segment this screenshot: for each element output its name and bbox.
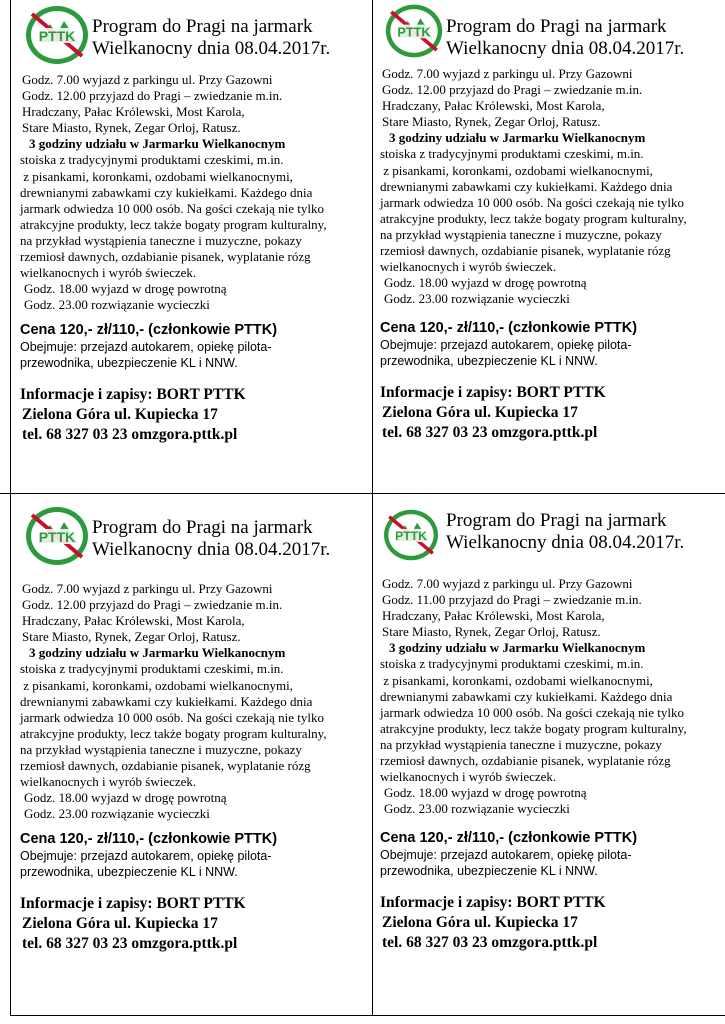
info-line-3: tel. 68 327 03 23 omzgora.pttk.pl [22, 935, 238, 953]
pttk-logo-icon [382, 508, 440, 562]
description-line: na przykład wystąpienia taneczne i muzyczne, pokazy [20, 232, 302, 248]
market-heading: 3 godziny udziału w Jarmarku Wielkanocnym [389, 640, 646, 656]
schedule-lines [20, 72, 372, 136]
description-line: z pisankami, koronkami, ozdobami wielkanocnymi, [20, 168, 293, 184]
price-line: Cena 120,- zł/110,- (członkowie PTTK) [380, 320, 638, 337]
flyer-3 [20, 505, 372, 954]
description-line: jarmark odwiedza 10 000 osób. Na gości czekają nie tylko [380, 194, 684, 210]
flyer-header [380, 508, 725, 576]
info-line-2: Zielona Góra ul. Kupiecka 17 [22, 406, 218, 424]
description-line: jarmark odwiedza 10 000 osób. Na gości czekają nie tylko [20, 200, 324, 216]
schedule-lines [20, 581, 372, 645]
pttk-logo-icon [24, 4, 90, 66]
description-line: wielkanocnych i wyrób świeczek. [20, 265, 197, 281]
schedule-lines [380, 576, 725, 640]
description-line: atrakcyjne produkty, lecz także bogaty program kulturalny, [380, 720, 687, 736]
end-time: Godz. 23.00 rozwiązanie wycieczki [384, 291, 570, 307]
description-line: atrakcyjne produkty, lecz także bogaty program kulturalny, [380, 210, 687, 226]
description-line: jarmark odwiedza 10 000 osób. Na gości czekają nie tylko [20, 709, 324, 725]
includes-line-1: Obejmuje: przejazd autokarem, opiekę pilota- [20, 340, 272, 355]
title-line-2: Wielkanocny dnia 08.04.2017r. [446, 532, 685, 553]
program-body [380, 576, 725, 817]
schedule-line: Godz. 7.00 wyjazd z parkingu ul. Przy Gazowni [382, 66, 633, 81]
contact-info [380, 893, 725, 953]
contact-info [20, 894, 372, 954]
flyer-title [92, 16, 330, 60]
vertical-divider [372, 0, 373, 1016]
description-line: na przykład wystąpienia taneczne i muzyczne, pokazy [380, 226, 662, 242]
description-line: atrakcyjne produkty, lecz także bogaty program kulturalny, [20, 725, 327, 741]
flyer-1 [20, 4, 372, 445]
pttk-logo-icon [384, 2, 444, 60]
description-line: wielkanocnych i wyrób świeczek. [20, 774, 197, 790]
title-line-2: Wielkanocny dnia 08.04.2017r. [92, 539, 331, 560]
logo-text: PTTK [395, 529, 427, 544]
description-line: wielkanocnych i wyrób świeczek. [380, 259, 557, 275]
return-time: Godz. 18.00 wyjazd w drogę powrotną [24, 790, 227, 806]
description-line: rzemiosł dawnych, ozdabianie pisanek, wyplatanie rózg [380, 243, 671, 259]
schedule-line: Stare Miasto, Rynek, Zegar Orloj, Ratusz. [382, 624, 601, 640]
description-line: na przykład wystąpienia taneczne i muzyczne, pokazy [20, 741, 302, 757]
description-line: atrakcyjne produkty, lecz także bogaty program kulturalny, [20, 216, 327, 232]
logo-text: PTTK [38, 28, 76, 44]
description-line: stoiska z tradycyjnymi produktami czeskimi, m.in. [380, 146, 644, 162]
flyer-title [446, 510, 684, 554]
market-heading: 3 godziny udziału w Jarmarku Wielkanocnym [29, 136, 286, 152]
description-line: jarmark odwiedza 10 000 osób. Na gości czekają nie tylko [380, 704, 684, 720]
schedule-line: Hradczany, Pałac Królewski, Most Karola, [22, 613, 245, 629]
market-description [380, 656, 725, 785]
bottom-border [10, 1015, 725, 1016]
title-line-1: Program do Pragi na jarmark [446, 16, 667, 37]
market-heading: 3 godziny udziału w Jarmarku Wielkanocnym [389, 130, 646, 146]
schedule-line: Godz. 7.00 wyjazd z parkingu ul. Przy Gazowni [22, 72, 273, 87]
description-line: z pisankami, koronkami, ozdobami wielkanocnymi, [20, 677, 293, 693]
end-time: Godz. 23.00 rozwiązanie wycieczki [384, 801, 570, 817]
program-body [20, 72, 372, 313]
schedule-line: Stare Miasto, Rynek, Zegar Orloj, Ratusz. [22, 629, 241, 645]
info-line-2: Zielona Góra ul. Kupiecka 17 [382, 914, 578, 932]
title-line-2: Wielkanocny dnia 08.04.2017r. [92, 38, 331, 59]
description-line: stoiska z tradycyjnymi produktami czeskimi, m.in. [380, 656, 644, 672]
info-line-1: Informacje i zapisy: BORT PTTK [380, 894, 606, 912]
description-line: z pisankami, koronkami, ozdobami wielkanocnymi, [380, 162, 653, 178]
description-line: stoiska z tradycyjnymi produktami czeskimi, m.in. [20, 152, 284, 168]
market-description [20, 152, 372, 281]
description-line: drewnianymi zabawkami czy kukiełkami. Każdego dnia [380, 688, 673, 704]
return-time: Godz. 18.00 wyjazd w drogę powrotną [24, 281, 227, 297]
schedule-line: Hradczany, Pałac Królewski, Most Karola, [382, 608, 605, 624]
flyer-4 [380, 508, 725, 953]
return-time: Godz. 18.00 wyjazd w drogę powrotną [384, 275, 587, 291]
description-line: rzemiosł dawnych, ozdabianie pisanek, wyplatanie rózg [20, 249, 311, 265]
program-body [380, 66, 725, 307]
includes-line-2: przewodnika, ubezpieczenie KL i NNW. [20, 356, 238, 371]
schedule-line: Godz. 7.00 wyjazd z parkingu ul. Przy Gazowni [382, 576, 633, 591]
program-body [20, 581, 372, 822]
market-description [380, 146, 725, 275]
flyer-2 [380, 2, 725, 443]
schedule-line: Godz. 11.00 przyjazd do Pragi – zwiedzanie m.in. [382, 592, 642, 608]
end-time: Godz. 23.00 rozwiązanie wycieczki [24, 806, 210, 822]
info-line-3: tel. 68 327 03 23 omzgora.pttk.pl [22, 426, 238, 444]
info-line-2: Zielona Góra ul. Kupiecka 17 [382, 404, 578, 422]
info-line-2: Zielona Góra ul. Kupiecka 17 [22, 915, 218, 933]
title-line-1: Program do Pragi na jarmark [92, 517, 313, 538]
contact-info [380, 383, 725, 443]
description-line: drewnianymi zabawkami czy kukiełkami. Każdego dnia [380, 178, 673, 194]
description-line: z pisankami, koronkami, ozdobami wielkanocnymi, [380, 672, 653, 688]
description-line: wielkanocnych i wyrób świeczek. [380, 769, 557, 785]
horizontal-divider [0, 493, 725, 494]
includes-line-1: Obejmuje: przejazd autokarem, opiekę pilota- [20, 849, 272, 864]
schedule-line: Godz. 7.00 wyjazd z parkingu ul. Przy Gazowni [22, 581, 273, 596]
title-line-1: Program do Pragi na jarmark [446, 510, 667, 531]
info-line-1: Informacje i zapisy: BORT PTTK [380, 384, 606, 402]
schedule-line: Stare Miasto, Rynek, Zegar Orloj, Ratusz. [382, 114, 601, 130]
flyer-header [20, 4, 372, 72]
info-line-1: Informacje i zapisy: BORT PTTK [20, 386, 246, 404]
includes-line-2: przewodnika, ubezpieczenie KL i NNW. [380, 864, 598, 879]
flyer-header [380, 2, 725, 66]
logo-text: PTTK [38, 529, 76, 545]
schedule-line: Stare Miasto, Rynek, Zegar Orloj, Ratusz. [22, 120, 241, 136]
price-line: Cena 120,- zł/110,- (członkowie PTTK) [20, 831, 278, 848]
market-description [20, 661, 372, 790]
title-line-1: Program do Pragi na jarmark [92, 16, 313, 37]
schedule-line: Hradczany, Pałac Królewski, Most Karola, [22, 104, 245, 120]
return-time: Godz. 18.00 wyjazd w drogę powrotną [384, 785, 587, 801]
description-line: drewnianymi zabawkami czy kukiełkami. Każdego dnia [20, 693, 313, 709]
includes-line-2: przewodnika, ubezpieczenie KL i NNW. [380, 354, 598, 369]
includes-line-2: przewodnika, ubezpieczenie KL i NNW. [20, 865, 238, 880]
pttk-logo-icon [24, 505, 90, 567]
price-line: Cena 120,- zł/110,- (członkowie PTTK) [380, 830, 638, 847]
flyer-header [20, 505, 372, 573]
info-line-3: tel. 68 327 03 23 omzgora.pttk.pl [382, 934, 598, 952]
description-line: rzemiosł dawnych, ozdabianie pisanek, wyplatanie rózg [20, 758, 311, 774]
description-line: stoiska z tradycyjnymi produktami czeskimi, m.in. [20, 661, 284, 677]
schedule-line: Hradczany, Pałac Królewski, Most Karola, [382, 98, 605, 114]
left-border [10, 0, 11, 1016]
price-line: Cena 120,- zł/110,- (członkowie PTTK) [20, 322, 278, 339]
info-line-1: Informacje i zapisy: BORT PTTK [20, 895, 246, 913]
logo-text: PTTK [397, 24, 431, 40]
flyer-title [446, 16, 684, 60]
description-line: na przykład wystąpienia taneczne i muzyczne, pokazy [380, 736, 662, 752]
schedule-line: Godz. 12.00 przyjazd do Pragi – zwiedzanie m.in. [22, 597, 283, 613]
flyer-title [92, 517, 330, 561]
schedule-line: Godz. 12.00 przyjazd do Pragi – zwiedzanie m.in. [22, 88, 283, 104]
contact-info [20, 385, 372, 445]
end-time: Godz. 23.00 rozwiązanie wycieczki [24, 297, 210, 313]
schedule-lines [380, 66, 725, 130]
info-line-3: tel. 68 327 03 23 omzgora.pttk.pl [382, 424, 598, 442]
includes-line-1: Obejmuje: przejazd autokarem, opiekę pilota- [380, 338, 632, 353]
market-heading: 3 godziny udziału w Jarmarku Wielkanocnym [29, 645, 286, 661]
description-line: drewnianymi zabawkami czy kukiełkami. Każdego dnia [20, 184, 313, 200]
includes-line-1: Obejmuje: przejazd autokarem, opiekę pilota- [380, 848, 632, 863]
schedule-line: Godz. 12.00 przyjazd do Pragi – zwiedzanie m.in. [382, 82, 643, 98]
description-line: rzemiosł dawnych, ozdabianie pisanek, wyplatanie rózg [380, 753, 671, 769]
title-line-2: Wielkanocny dnia 08.04.2017r. [446, 38, 685, 59]
